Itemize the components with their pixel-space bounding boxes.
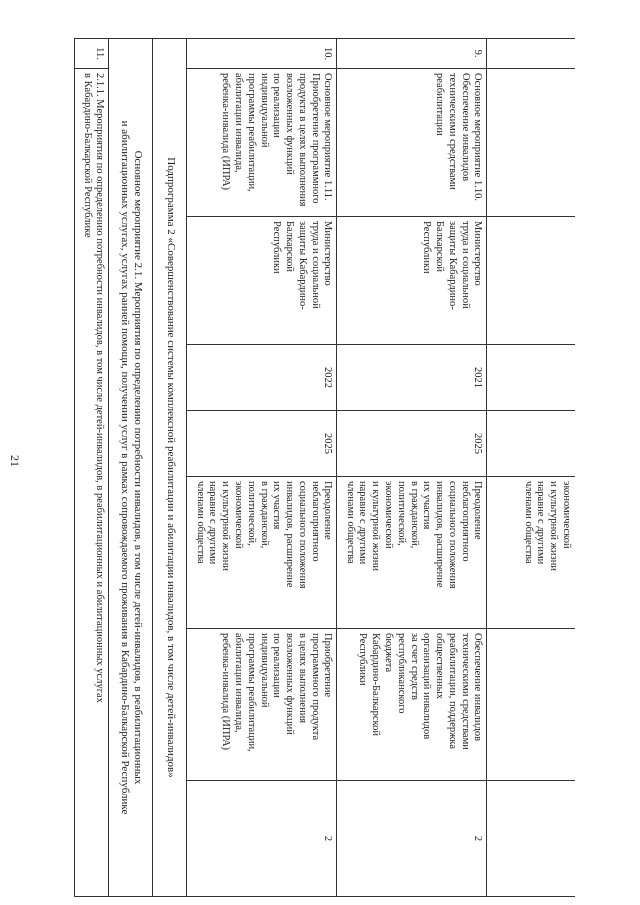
end-year-cell: 2025 [187,411,337,477]
document-table-sheet [75,38,575,896]
main-event-title: Основное мероприятие 2.1. Мероприятия по определению потребности инвалидов, в том числе детей-инвалидов, в реабилитационных и абилитационных услугах, услугах ранней помощи, получении услуг в рамках сопровождаемого проживания в Кабардино-Балкарской Республике [109,39,153,897]
subprogram-row [153,39,187,897]
end-year-cell [487,411,575,477]
table-row [337,39,487,897]
main-event-row [109,39,153,897]
indicators-cell: экономической и культурной жизни наравне с другими членами общества [487,477,575,629]
executor-cell: Министерство труда и социальной защиты Кабардино- Балкарской Республики [187,217,337,345]
link-cell: 2 [187,781,337,897]
direction-cell [487,629,575,781]
row-number: 11. [75,39,109,69]
indicators-cell: Преодоление неблагоприятного социального положения инвалидов, расширение их участия в гражданской, политической, экономической и культурной жизни наравне с другими членами общества [337,477,487,629]
row-number: 10. [187,39,337,69]
end-year-cell: 2025 [337,411,487,477]
start-year-cell [487,345,575,411]
executor-cell [487,217,575,345]
start-year-cell: 2021 [337,345,487,411]
event-cell: 2.1.1. Мероприятия по определению потребности инвалидов, в том числе детей-инвалидов, в реабилитационных и абилитационных услугах в Кабардино-Балкарской Республике [75,69,109,897]
indicators-cell: Преодоление неблагоприятного социального положения инвалидов, расширение их участия в гражданской, политической, экономической и культурной жизни наравне с другими членами общества [187,477,337,629]
measures-table [75,38,576,897]
executor-cell: Министерство труда и социальной защиты Кабардино- Балкарской Республики [337,217,487,345]
event-cell: Основное мероприятие 1.11. Приобретение программного продукта в целях выполнения возложенных функций по реализации индивидуальной программы реабилитации, абилитации инвалида, ребенка-инвалида (ИПРА) [187,69,337,217]
event-cell [487,69,575,217]
subprogram-title: Подпрограмма 2 «Совершенствование системы комплексной реабилитации и абилитации инвалидов, в том числе детей-инвалидов» [153,39,187,897]
event-cell: Основное мероприятие 1.10. Обеспечение инвалидов техническими средствами реабилитации [337,69,487,217]
table-row [487,39,575,897]
table-row [75,39,109,897]
start-year-cell: 2022 [187,345,337,411]
link-cell: 2 [337,781,487,897]
page-number: 21 [8,455,22,467]
row-number [487,39,575,69]
row-number: 9. [337,39,487,69]
direction-cell: Приобретение программного продукта в целях выполнения возложенных функций по реализации индивидуальной программы реабилитации, абилитации инвалида, ребенка-инвалида (ИПРА) [187,629,337,781]
table-row [187,39,337,897]
link-cell [487,781,575,897]
direction-cell: Обеспечение инвалидов техническими средствами реабилитации, поддержка общественных организаций инвалидов за счет средств республиканского бюджета Кабардино-Балкарской Республики [337,629,487,781]
